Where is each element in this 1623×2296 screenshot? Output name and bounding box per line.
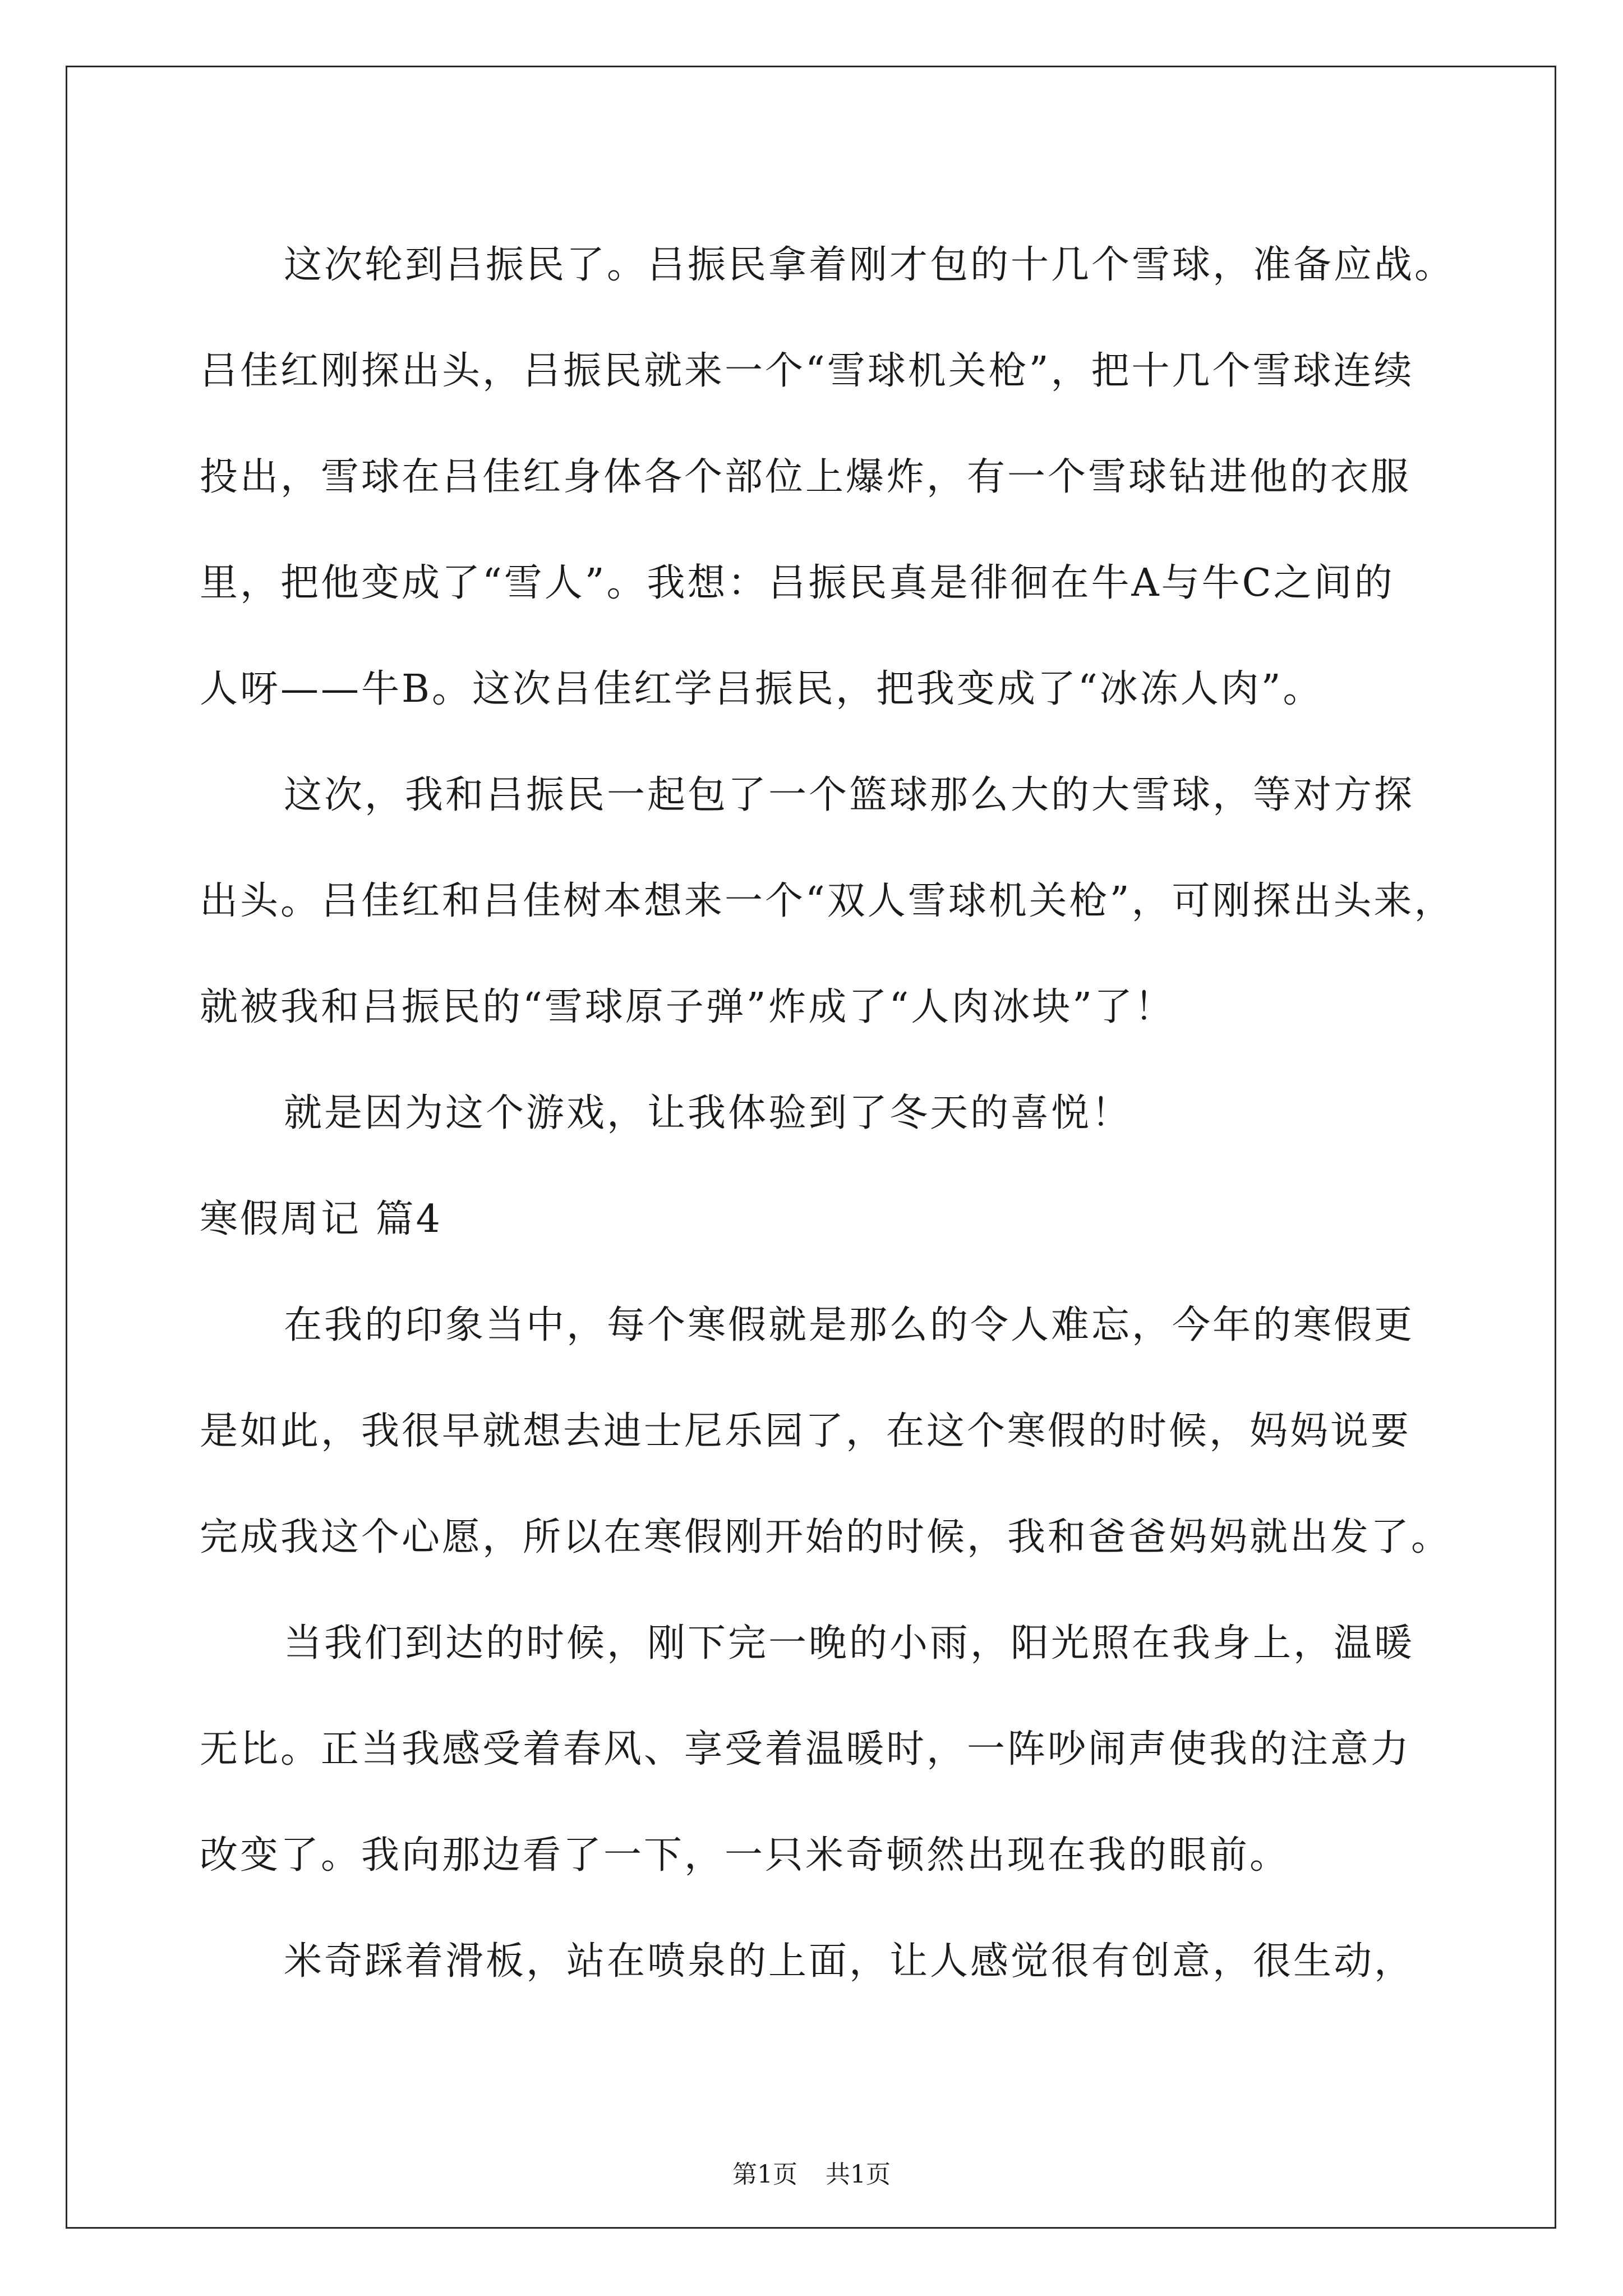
text-line: 改变了。我向那边看了一下，一只米奇顿然出现在我的眼前。	[200, 1833, 1290, 1878]
text-line: 投出，雪球在吕佳红身体各个部位上爆炸，有一个雪球钻进他的衣服	[200, 455, 1412, 499]
text-line: 这次轮到吕振民了。吕振民拿着刚才包的十几个雪球，准备应战。	[284, 243, 1455, 287]
text-line: 这次，我和吕振民一起包了一个篮球那么大的大雪球，等对方探	[284, 773, 1415, 817]
text-line: 是如此，我很早就想去迪士尼乐园了，在这个寒假的时候，妈妈说要	[200, 1409, 1412, 1453]
text-line: 当我们到达的时候，刚下完一晚的小雨，阳光照在我身上，温暖	[284, 1621, 1415, 1665]
page-number: 第1页	[732, 2160, 797, 2189]
document-body	[200, 212, 1455, 2014]
text-line: 无比。正当我感受着春风、享受着温暖时，一阵吵闹声使我的注意力	[200, 1727, 1412, 1772]
section-heading: 寒假周记 篇4	[200, 1197, 442, 1241]
text-line: 就是因为这个游戏，让我体验到了冬天的喜悦！	[284, 1091, 1132, 1135]
text-line: 里，把他变成了“雪人”。我想：吕振民真是徘徊在牛A与牛C之间的	[200, 561, 1395, 605]
text-line: 人呀——牛B。这次吕佳红学吕振民，把我变成了“冰冻人肉”。	[200, 667, 1324, 711]
text-line: 米奇踩着滑板，站在喷泉的上面，让人感觉很有创意，很生动，	[284, 1939, 1415, 1984]
text-line: 在我的印象当中，每个寒假就是那么的令人难忘，今年的寒假更	[284, 1303, 1415, 1347]
page-footer	[0, 2154, 1623, 2190]
page-total: 共1页	[826, 2160, 891, 2189]
text-line: 出头。吕佳红和吕佳树本想来一个“双人雪球机关枪”，可刚探出头来，	[200, 879, 1455, 923]
text-line: 吕佳红刚探出头，吕振民就来一个“雪球机关枪”，把十几个雪球连续	[200, 349, 1414, 393]
text-line: 就被我和吕振民的“雪球原子弹”炸成了“人肉冰块”了！	[200, 985, 1175, 1029]
text-line: 完成我这个心愿，所以在寒假刚开始的时候，我和爸爸妈妈就出发了。	[200, 1515, 1452, 1559]
